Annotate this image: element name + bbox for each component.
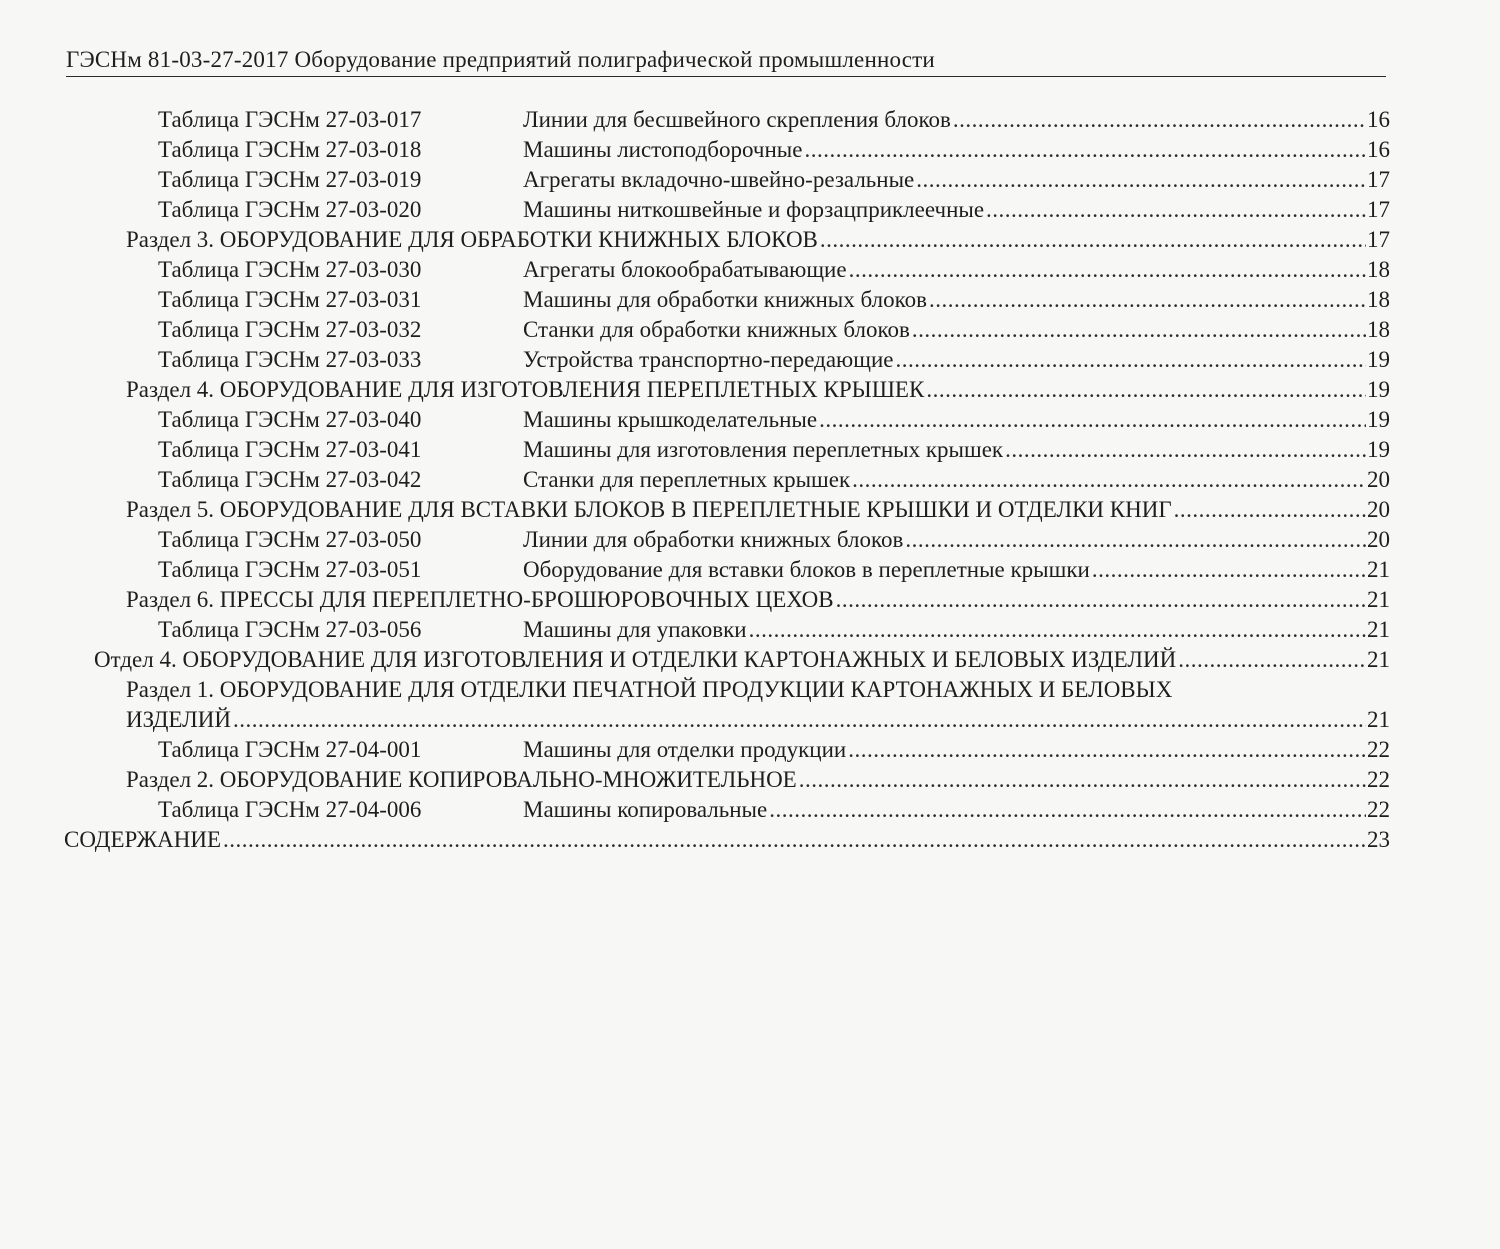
toc-entry-title: Машины для обработки книжных блоков <box>523 287 927 312</box>
toc-row-table <box>0 615 1500 645</box>
dot-leader <box>836 585 1366 615</box>
toc-page-number: 18 <box>1367 317 1390 342</box>
toc-table-code: Таблица ГЭСНм 27-03-051 <box>158 557 422 582</box>
dot-leader <box>233 705 1366 735</box>
toc-row-table <box>0 345 1500 375</box>
toc-line <box>126 225 1390 255</box>
toc-line <box>523 465 1390 495</box>
toc-row-section <box>0 225 1500 255</box>
toc-line <box>523 105 1390 135</box>
toc-page-number: 21 <box>1367 707 1390 732</box>
dot-leader <box>819 405 1366 435</box>
toc-table-code: Таблица ГЭСНм 27-03-030 <box>158 257 422 282</box>
toc-row-table <box>0 435 1500 465</box>
dot-leader <box>986 195 1366 225</box>
toc-entry-title: ИЗДЕЛИЙ <box>126 707 231 732</box>
toc-line <box>94 645 1390 675</box>
toc-row-table <box>0 465 1500 495</box>
toc-table-code: Таблица ГЭСНм 27-03-040 <box>158 407 422 432</box>
toc-line <box>523 195 1390 225</box>
toc-row-section <box>0 375 1500 405</box>
toc-row-table <box>0 795 1500 825</box>
toc-page-number: 21 <box>1367 617 1390 642</box>
toc-page-number: 21 <box>1367 647 1390 672</box>
toc-line <box>523 795 1390 825</box>
toc-entry-title: Машины ниткошвейные и форзацприклеечные <box>523 197 985 222</box>
toc-row-table <box>0 105 1500 135</box>
dot-leader <box>769 795 1366 825</box>
toc-page-number: 16 <box>1367 107 1390 132</box>
toc-page-number: 17 <box>1367 227 1390 252</box>
toc-row-table <box>0 555 1500 585</box>
toc-entry-title-line1: Раздел 1. ОБОРУДОВАНИЕ ДЛЯ ОТДЕЛКИ ПЕЧАТНОЙ ПРОДУКЦИИ КАРТОНАЖНЫХ И БЕЛОВЫХ <box>126 677 1173 702</box>
toc-line <box>523 555 1390 585</box>
dot-leader <box>849 255 1366 285</box>
toc-entry-title: Линии для бесшвейного скрепления блоков <box>523 107 951 132</box>
dot-leader <box>1178 645 1366 675</box>
toc-line <box>126 705 1390 735</box>
toc-row-section <box>0 765 1500 795</box>
toc-entry-title: Машины для упаковки <box>523 617 747 642</box>
dot-leader <box>804 135 1366 165</box>
dot-leader <box>1174 495 1366 525</box>
toc-page-number: 21 <box>1367 587 1390 612</box>
running-header: ГЭСНм 81-03-27-2017 Оборудование предприятий полиграфической промышленности <box>66 46 1386 77</box>
toc-page-number: 21 <box>1367 557 1390 582</box>
dot-leader <box>953 105 1366 135</box>
dot-leader <box>1005 435 1366 465</box>
toc-table-code: Таблица ГЭСНм 27-03-042 <box>158 467 422 492</box>
toc-table-code: Таблица ГЭСНм 27-04-001 <box>158 737 422 762</box>
toc-line <box>126 765 1390 795</box>
dot-leader <box>848 735 1366 765</box>
dot-leader <box>820 225 1366 255</box>
toc-entry-title: Станки для переплетных крышек <box>523 467 851 492</box>
toc-entry-title: Раздел 3. ОБОРУДОВАНИЕ ДЛЯ ОБРАБОТКИ КНИЖНЫХ БЛОКОВ <box>126 227 818 252</box>
toc-entry-title: Машины копировальные <box>523 797 768 822</box>
toc-page-number: 19 <box>1367 347 1390 372</box>
toc-row-table <box>0 165 1500 195</box>
dot-leader <box>852 465 1366 495</box>
dot-leader <box>916 165 1366 195</box>
toc-page-number: 22 <box>1367 767 1390 792</box>
toc-page-number: 23 <box>1367 827 1390 852</box>
toc-row-section-continued <box>0 705 1500 735</box>
dot-leader <box>799 765 1366 795</box>
dot-leader <box>895 345 1366 375</box>
toc-page-number: 20 <box>1367 497 1390 522</box>
toc-table-code: Таблица ГЭСНм 27-03-017 <box>158 107 422 132</box>
toc-row-table <box>0 255 1500 285</box>
toc-entry-title: Агрегаты блокообрабатывающие <box>523 257 847 282</box>
toc-entry-title: Отдел 4. ОБОРУДОВАНИЕ ДЛЯ ИЗГОТОВЛЕНИЯ И ОТДЕЛКИ КАРТОНАЖНЫХ И БЕЛОВЫХ ИЗДЕЛИЙ <box>94 647 1177 672</box>
toc-entry-title: Раздел 4. ОБОРУДОВАНИЕ ДЛЯ ИЗГОТОВЛЕНИЯ ПЕРЕПЛЕТНЫХ КРЫШЕК <box>126 377 925 402</box>
table-of-contents <box>0 105 1500 855</box>
toc-line <box>64 825 1390 855</box>
toc-entry-title: Машины для отделки продукции <box>523 737 847 762</box>
dot-leader <box>223 825 1366 855</box>
toc-table-code: Таблица ГЭСНм 27-03-019 <box>158 167 422 192</box>
toc-entry-title: Раздел 5. ОБОРУДОВАНИЕ ДЛЯ ВСТАВКИ БЛОКОВ В ПЕРЕПЛЕТНЫЕ КРЫШКИ И ОТДЕЛКИ КНИГ <box>126 497 1172 522</box>
toc-page-number: 19 <box>1367 377 1390 402</box>
toc-page-number: 18 <box>1367 287 1390 312</box>
toc-line <box>523 315 1390 345</box>
toc-table-code: Таблица ГЭСНм 27-03-050 <box>158 527 422 552</box>
toc-page-number: 18 <box>1367 257 1390 282</box>
toc-entry-title: СОДЕРЖАНИЕ <box>64 827 222 852</box>
toc-line <box>126 375 1390 405</box>
toc-line <box>523 285 1390 315</box>
toc-line <box>523 735 1390 765</box>
toc-line <box>523 135 1390 165</box>
toc-page-number: 20 <box>1367 467 1390 492</box>
dot-leader <box>749 615 1366 645</box>
toc-row-table <box>0 315 1500 345</box>
toc-page-number: 16 <box>1367 137 1390 162</box>
toc-row-section <box>0 495 1500 525</box>
toc-line <box>126 495 1390 525</box>
toc-line <box>523 255 1390 285</box>
toc-row-section <box>0 585 1500 615</box>
toc-entry-title: Машины крышкоделательные <box>523 407 818 432</box>
toc-line <box>126 585 1390 615</box>
toc-entry-title: Станки для обработки книжных блоков <box>523 317 910 342</box>
toc-entry-title: Оборудование для вставки блоков в переплетные крышки <box>523 557 1090 582</box>
toc-page-number: 17 <box>1367 167 1390 192</box>
toc-line <box>523 165 1390 195</box>
toc-entry-title: Агрегаты вкладочно-швейно-резальные <box>523 167 915 192</box>
toc-table-code: Таблица ГЭСНм 27-03-031 <box>158 287 422 312</box>
toc-entry-title: Раздел 2. ОБОРУДОВАНИЕ КОПИРОВАЛЬНО-МНОЖИТЕЛЬНОЕ <box>126 767 797 792</box>
dot-leader <box>1092 555 1366 585</box>
toc-row-table <box>0 405 1500 435</box>
toc-row-table <box>0 135 1500 165</box>
dot-leader <box>905 525 1366 555</box>
toc-line <box>523 345 1390 375</box>
toc-table-code: Таблица ГЭСНм 27-03-018 <box>158 137 422 162</box>
toc-entry-title: Устройства транспортно-передающие <box>523 347 894 372</box>
toc-table-code: Таблица ГЭСНм 27-03-056 <box>158 617 422 642</box>
toc-table-code: Таблица ГЭСНм 27-03-033 <box>158 347 422 372</box>
toc-row-table <box>0 285 1500 315</box>
toc-table-code: Таблица ГЭСНм 27-04-006 <box>158 797 422 822</box>
toc-row-table <box>0 195 1500 225</box>
toc-page-number: 22 <box>1367 797 1390 822</box>
dot-leader <box>926 375 1366 405</box>
toc-row-table <box>0 735 1500 765</box>
toc-line <box>523 615 1390 645</box>
toc-row-table <box>0 525 1500 555</box>
dot-leader <box>929 285 1366 315</box>
toc-table-code: Таблица ГЭСНм 27-03-020 <box>158 197 422 222</box>
toc-entry-title: Раздел 6. ПРЕССЫ ДЛЯ ПЕРЕПЛЕТНО-БРОШЮРОВОЧНЫХ ЦЕХОВ <box>126 587 834 612</box>
dot-leader <box>912 315 1366 345</box>
toc-entry-title: Машины листоподборочные <box>523 137 803 162</box>
toc-line <box>523 405 1390 435</box>
toc-page-number: 19 <box>1367 407 1390 432</box>
toc-page-number: 22 <box>1367 737 1390 762</box>
toc-line <box>523 435 1390 465</box>
toc-table-code: Таблица ГЭСНм 27-03-041 <box>158 437 422 462</box>
toc-row-dept <box>0 645 1500 675</box>
toc-table-code: Таблица ГЭСНм 27-03-032 <box>158 317 422 342</box>
toc-row-root <box>0 825 1500 855</box>
toc-page-number: 17 <box>1367 197 1390 222</box>
toc-line <box>523 525 1390 555</box>
toc-page-number: 19 <box>1367 437 1390 462</box>
toc-entry-title: Линии для обработки книжных блоков <box>523 527 904 552</box>
toc-page-number: 20 <box>1367 527 1390 552</box>
toc-row-section <box>0 675 1500 705</box>
toc-entry-title: Машины для изготовления переплетных крышек <box>523 437 1004 462</box>
